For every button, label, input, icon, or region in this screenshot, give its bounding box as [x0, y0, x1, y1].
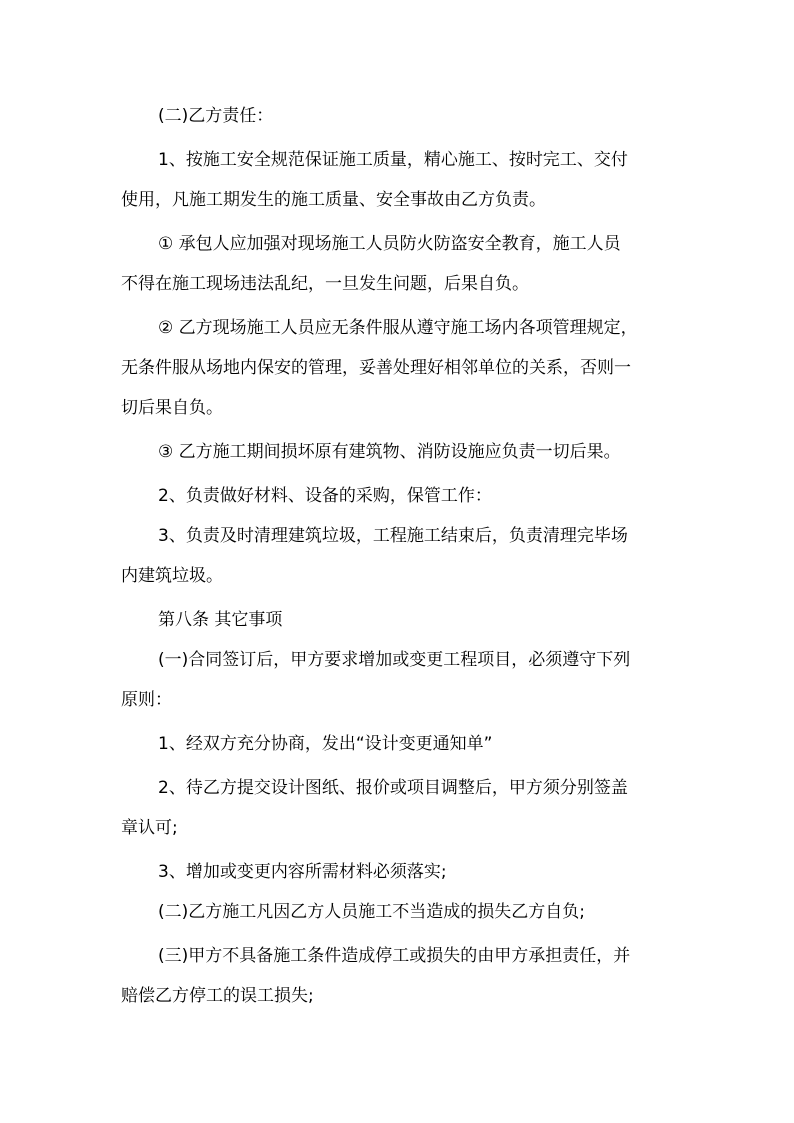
item-circled-1-line-1: ① 承包人应加强对现场施工人员防火防盗安全教育，施工人员 — [158, 234, 621, 254]
section-heading-party-b-responsibility: (二)乙方责任： — [158, 106, 274, 126]
item-circled-2-line-3: 切后果自负。 — [121, 398, 223, 418]
item-circled-1-line-2: 不得在施工现场违法乱纪，一旦发生问题，后果自负。 — [121, 274, 529, 294]
clause-3-line-2: 内建筑垃圾。 — [121, 566, 223, 586]
sub-1-line-2: 原则： — [121, 690, 172, 710]
clause-3-line-1: 3、负责及时清理建筑垃圾，工程施工结束后，负责清理完毕场 — [158, 526, 628, 546]
sub-1-line-1: (一)合同签订后，甲方要求增加或变更工程项目，必须遵守下列 — [158, 650, 631, 670]
item-circled-2-line-2: 无条件服从场地内保安的管理，妥善处理好相邻单位的关系，否则一 — [121, 358, 631, 378]
sub-2: (二)乙方施工凡因乙方人员施工不当造成的损失乙方自负; — [158, 902, 585, 922]
clause-2: 2、负责做好材料、设备的采购，保管工作： — [158, 486, 492, 506]
article-8-heading: 第八条 其它事项 — [158, 610, 283, 630]
sub-3-line-2: 赔偿乙方停工的误工损失; — [121, 986, 314, 1006]
sub-3-line-1: (三)甲方不具备施工条件造成停工或损失的由甲方承担责任，并 — [158, 946, 631, 966]
principle-2-line-2: 章认可; — [121, 818, 178, 838]
principle-3: 3、增加或变更内容所需材料必须落实; — [158, 862, 447, 882]
clause-1-line-2: 使用，凡施工期发生的施工质量、安全事故由乙方负责。 — [121, 190, 546, 210]
principle-2-line-1: 2、待乙方提交设计图纸、报价或项目调整后，甲方须分别签盖 — [158, 778, 628, 798]
clause-1-line-1: 1、按施工安全规范保证施工质量，精心施工、按时完工、交付 — [158, 150, 628, 170]
item-circled-2-line-1: ② 乙方现场施工人员应无条件服从遵守施工场内各项管理规定， — [158, 318, 638, 338]
principle-1: 1、经双方充分协商，发出“设计变更通知单” — [158, 734, 493, 754]
item-circled-3: ③ 乙方施工期间损坏原有建筑物、消防设施应负责一切后果。 — [158, 442, 621, 462]
